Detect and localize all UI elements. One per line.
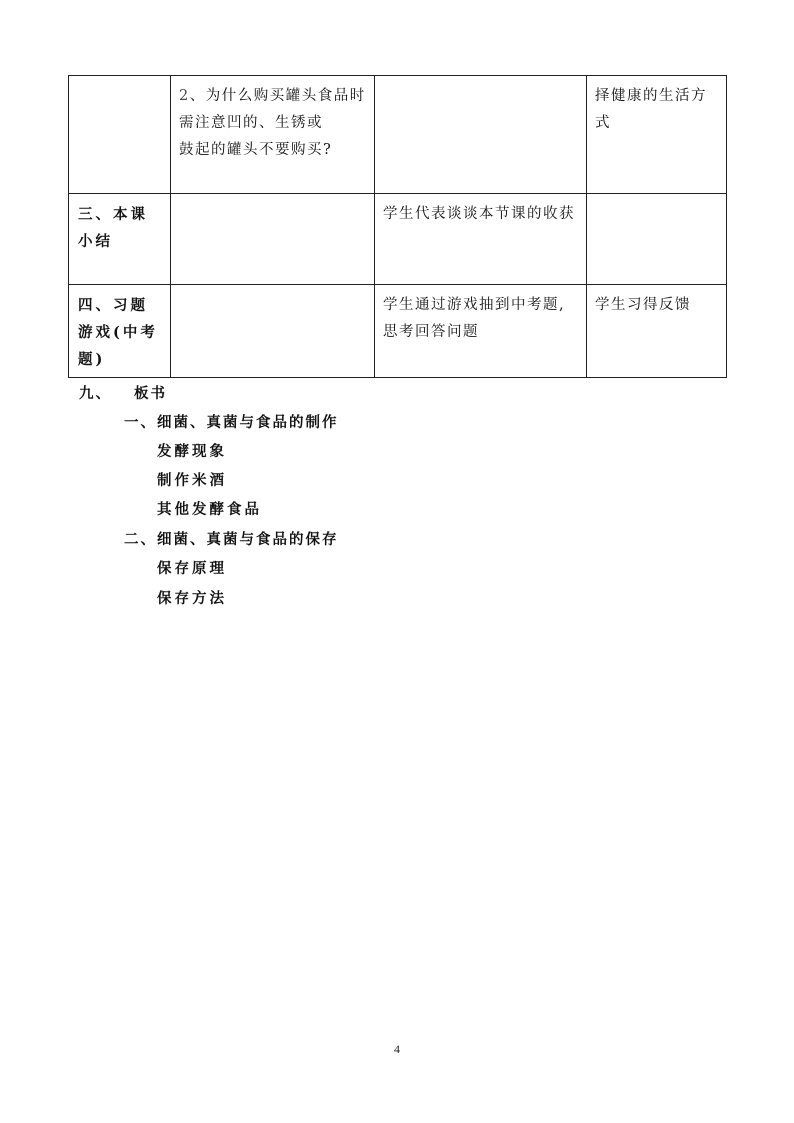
board-item: 发酵现象 (157, 443, 227, 460)
lesson-plan-table (68, 75, 727, 378)
student-activity-cell: 学生代表谈谈本节课的收获 (375, 194, 587, 285)
teacher-activity-cell (171, 194, 375, 285)
stage-cell: 四、习题游戏(中考题) (69, 285, 171, 378)
board-item: 制作米酒 (157, 472, 227, 489)
goal-cell: 择健康的生活方式 (587, 76, 727, 194)
student-activity-cell (375, 76, 587, 194)
table-row (69, 194, 727, 285)
stage-cell: 三、本课小结 (69, 194, 171, 285)
goal-cell (587, 194, 727, 285)
question-text: 、为什么购买罐头食品时 (189, 88, 366, 104)
table-row (69, 76, 727, 194)
board-section-title: 二、细菌、真菌与食品的保存 (124, 531, 339, 548)
board-section-title: 一、细菌、真菌与食品的制作 (124, 414, 339, 431)
stage-cell (69, 76, 171, 194)
page-number: 4 (394, 1042, 400, 1056)
question-line (179, 83, 368, 110)
goal-cell: 学生习得反馈 (587, 285, 727, 378)
board-item: 保存原理 (157, 560, 227, 577)
question-number: 2 (179, 88, 190, 104)
teacher-activity-cell (171, 285, 375, 378)
board-title: 板书 (134, 385, 167, 402)
board-heading (79, 382, 167, 403)
question-line: 需注意凹的、生锈或 (179, 115, 323, 131)
student-activity-cell: 学生通过游戏抽到中考题,思考回答问题 (375, 285, 587, 378)
board-item: 其他发酵食品 (157, 501, 262, 518)
table-row (69, 285, 727, 378)
question-line: 鼓起的罐头不要购买? (179, 142, 333, 158)
question-cell (171, 76, 375, 194)
board-item: 保存方法 (157, 590, 227, 607)
section-number: 九、 (79, 385, 112, 402)
